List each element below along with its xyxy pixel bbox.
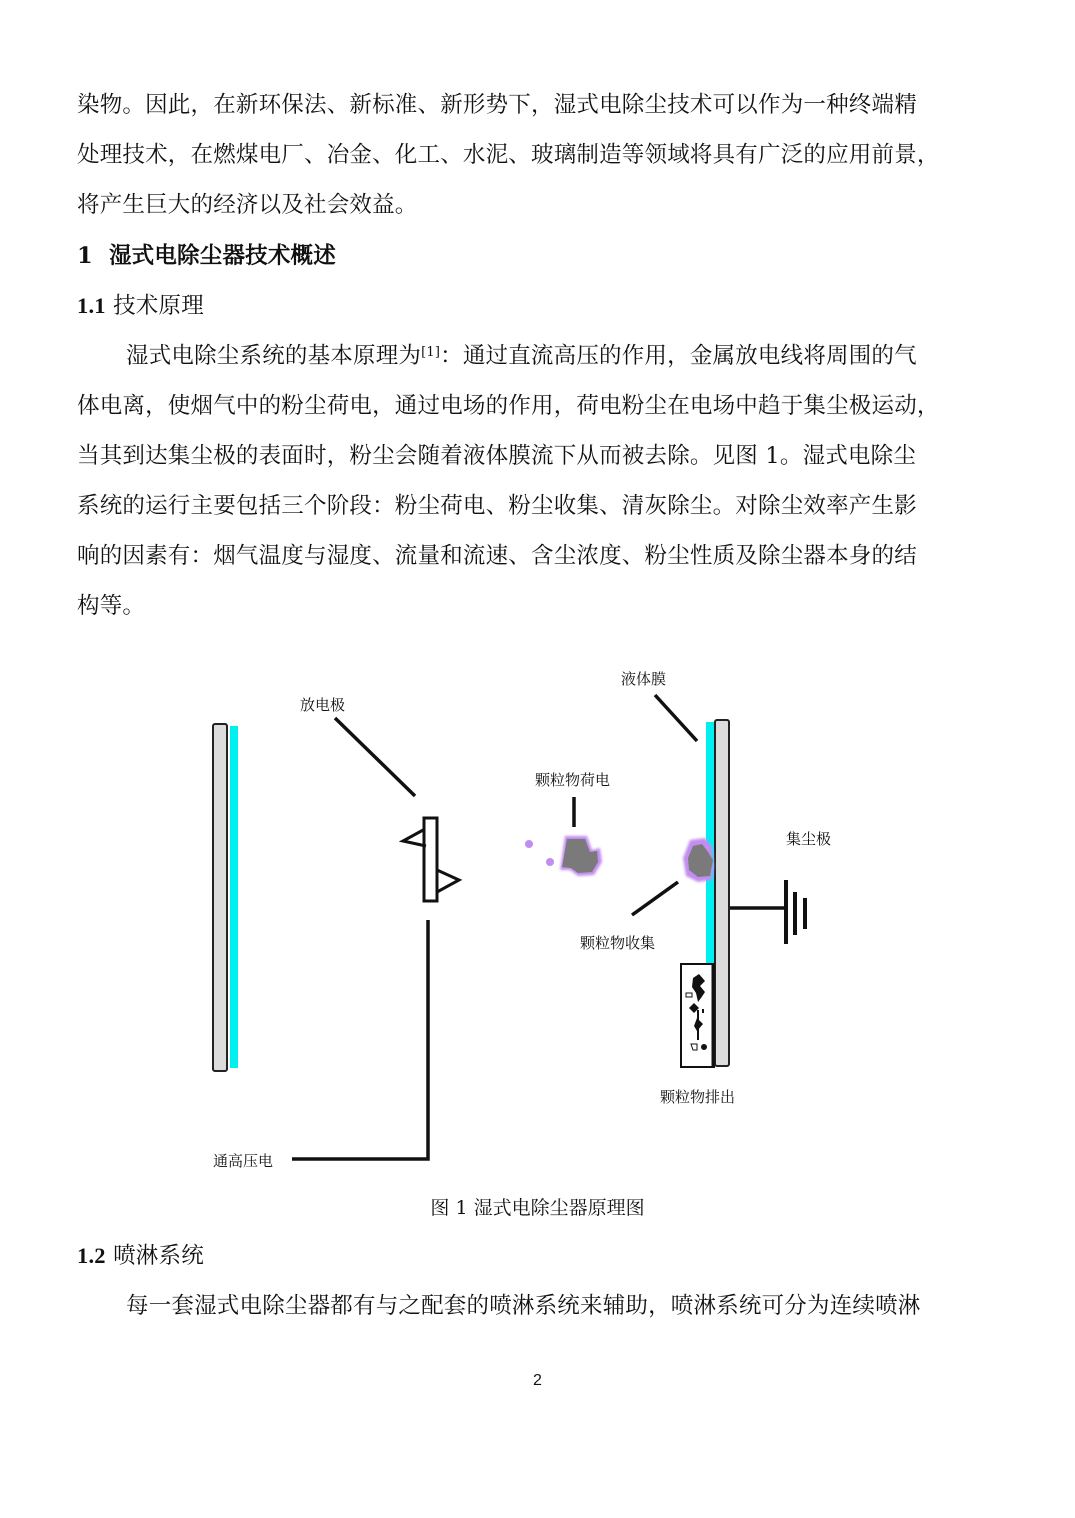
- charged-particle-icon: [525, 797, 602, 876]
- text-run: 湿式电除尘系统的基本原理为: [126, 343, 422, 369]
- label-collecting-electrode: 集尘极: [786, 830, 832, 848]
- section-number: 1.1: [77, 293, 106, 318]
- page-number: 2: [533, 1372, 542, 1389]
- label-particle-charging: 颗粒物荷电: [535, 771, 611, 789]
- body-text-line: 当其到达集尘极的表面时，粉尘会随着液体膜流下从而被去除。见图 1。湿式电除尘: [77, 443, 917, 469]
- body-text-line: [126, 341, 917, 371]
- section-title: 湿式电除尘器技术概述: [108, 243, 336, 269]
- body-text-line: 构等。: [77, 593, 146, 619]
- right-collecting-plate: [655, 695, 729, 1066]
- ground-icon: [730, 880, 805, 944]
- left-liquid-film: [230, 726, 238, 1068]
- collected-particle-icon: [632, 838, 714, 915]
- section-heading-1-2: [77, 1241, 204, 1271]
- liquid-film: [706, 722, 715, 964]
- body-text-line: 响的因素有：烟气温度与湿度、流量和流速、含尘浓度、粉尘性质及除尘器本身的结: [77, 543, 917, 569]
- body-text-line: 处理技术，在燃煤电厂、冶金、化工、水泥、玻璃制造等领域将具有广泛的应用前景，: [77, 142, 940, 168]
- body-text-line: 系统的运行主要包括三个阶段：粉尘荷电、粉尘收集、清灰除尘。对除尘效率产生影: [77, 493, 917, 519]
- section-heading-1: [77, 241, 336, 271]
- discharge-electrode-icon: [292, 718, 459, 1159]
- body-text-line: 染物。因此，在新环保法、新标准、新形势下，湿式电除尘技术可以作为一种终端精: [77, 92, 917, 118]
- body-text-line: 体电离，使烟气中的粉尘荷电，通过电场的作用，荷电粉尘在电场中趋于集尘极运动，: [77, 393, 940, 419]
- body-text-line: 每一套湿式电除尘器都有与之配套的喷淋系统来辅助，喷淋系统可分为连续喷淋: [126, 1293, 921, 1319]
- section-title: 喷淋系统: [113, 1243, 204, 1269]
- body-text-line: 将产生巨大的经济以及社会效益。: [77, 192, 418, 218]
- section-heading-1-1: [77, 291, 204, 321]
- section-title: 技术原理: [113, 293, 204, 319]
- label-liquid-film: 液体膜: [621, 670, 667, 688]
- figure-caption: 图 1 湿式电除尘器原理图: [430, 1197, 645, 1219]
- label-particle-discharge: 颗粒物排出: [660, 1088, 736, 1106]
- section-number: 1: [77, 243, 93, 269]
- text-run: ：通过直流高压的作用，金属放电线将周围的气: [440, 343, 917, 369]
- label-particle-collection: 颗粒物收集: [580, 934, 656, 952]
- left-collecting-plate: [213, 724, 238, 1071]
- label-discharge-electrode: 放电极: [300, 696, 346, 714]
- citation-link[interactable]: [1]: [421, 345, 441, 360]
- particle-discharge-box: [681, 964, 714, 1067]
- label-high-voltage: 通高压电: [213, 1152, 274, 1170]
- section-number: 1.2: [77, 1243, 106, 1268]
